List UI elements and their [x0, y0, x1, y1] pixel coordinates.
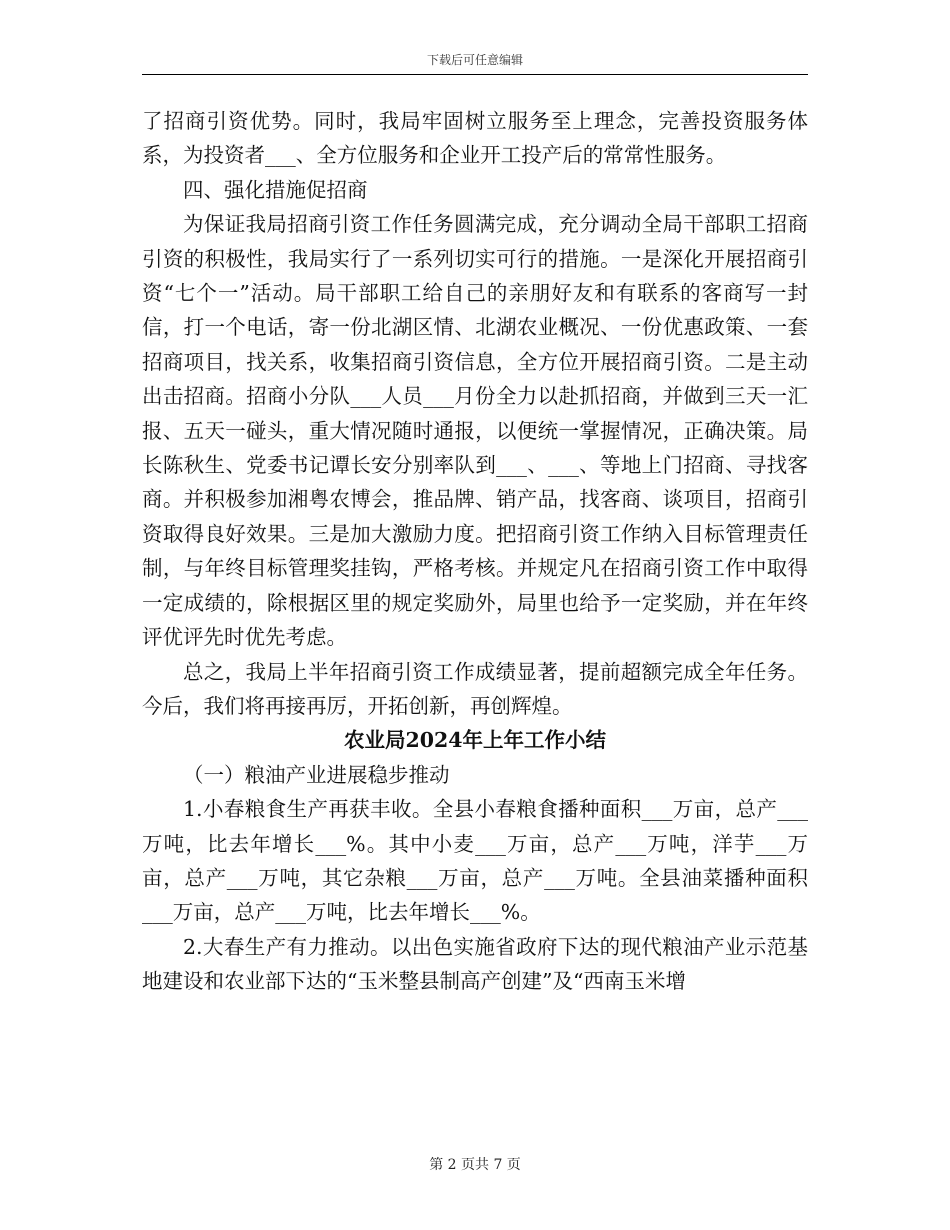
paragraph-summary: 总之，我局上半年招商引资工作成绩显著，提前超额完成全年任务。今后，我们将再接再厉，开拓创新，再创辉煌。 [142, 659, 808, 718]
subheading-grain-oil: （一）粮油产业进展稳步推动 [183, 762, 450, 787]
page-footer: 第 2 页共 7 页 [429, 1157, 521, 1173]
section-heading-strengthen-measures: 四、强化措施促招商 [183, 177, 368, 202]
document-body [142, 104, 808, 999]
paragraph-measures: 为保证我局招商引资工作任务圆满完成，充分调动全局干部职工招商引资的积极性，我局实行了一系列切实可行的措施。一是深化开展招商引资“七个一”活动。局干部职工给自己的亲朋好友和有联系的客商写一封信，打一个电话，寄一份北湖区情、北湖农业概况、一份优惠政策、一套招商项目，找关系，收集招商引资信息，全方位开展招商引资。二是主动出击招商。招商小分队___人员___月份全力以赴抓招商，并做到三天一汇报、五天一碰头，重大情况随时通报，以便统一掌握情况，正确决策。局长陈秋生、党委书记谭长安分别率队到___、___、等地上门招商、寻找客商。并积极参加湘粤农博会，推品牌、销产品，找客商、谈项目，招商引资取得良好效果。三是加大激励力度。把招商引资工作纳入目标管理责任制，与年终目标管理奖挂钩，严格考核。并规定凡在招商引资工作中取得一定成绩的，除根据区里的规定奖励外，局里也给予一定奖励，并在年终评优评先时优先考虑。 [142, 212, 808, 650]
header-divider [142, 74, 808, 75]
paragraph-continuation: 了招商引资优势。同时，我局牢固树立服务至上理念，完善投资服务体系，为投资者___、全方位服务和企业开工投产后的常常性服务。 [142, 109, 808, 168]
paragraph-spring-harvest: 1.小春粮食生产再获丰收。全县小春粮食播种面积___万亩，总产___万吨，比去年增长___%。其中小麦___万亩，总产___万吨，洋芋___万亩，总产___万吨，其它杂粮___万亩，总产___万吨。全县油菜播种面积___万亩，总产___万吨，比去年增长___%。 [142, 797, 808, 925]
paragraph-big-spring-production: 2.大春生产有力推动。以出色实施省政府下达的现代粮油产业示范基地建设和农业部下达的“玉米整县制高产创建”及“西南玉米增 [142, 934, 808, 994]
page-header: 下载后可任意编辑 [426, 53, 523, 67]
document-title: 农业局2024年上年工作小结 [343, 728, 607, 753]
